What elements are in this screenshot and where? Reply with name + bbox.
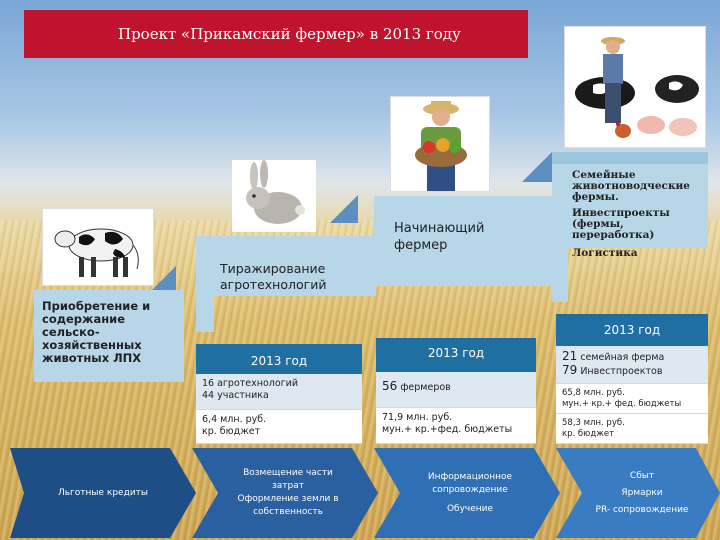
chevron-4-text [556,448,720,538]
col4-row2: 65,8 млн. руб. мун.+ кр.+ фед. бюджеты [556,384,708,414]
chevron-3-text [374,448,560,538]
chevron-4-label-c: PR- сопровождение [595,504,689,515]
chevron-4 [556,448,720,538]
step-1-label: Приобретение и содержание сельско-хозяйственных животных ЛПХ [42,299,151,365]
chevron-3-label-b: Обучение [446,503,494,514]
col4-row1 [556,346,708,384]
chevron-2-label-b: Оформление земли в собственность [237,494,339,517]
col3-header: 2013 год [376,338,536,372]
col2-row1: 16 агротехнологий 44 участника [196,374,362,410]
col2-row2: 6,4 млн. руб. кр. бюджет [196,410,362,444]
col3-row1 [376,372,536,408]
col3-row1-num: 56 [382,379,398,393]
chevron-2-label-a: Возмещение части затрат [243,468,333,491]
chevron-3 [374,448,560,538]
chevron-3-label-a: Информационное сопровождение [427,471,513,495]
col4-row1b-text: Инвестпроектов [580,366,663,377]
col3-row1-text: фермеров [400,382,451,393]
step-2-arrow [330,195,358,223]
chevron-4-label-a: Сбыт [629,470,655,481]
rabbit-photo [232,160,316,232]
col4-header: 2013 год [556,314,708,346]
chevron-2-text [192,448,378,538]
col4-row3: 58,3 млн. руб. кр. бюджет [556,414,708,444]
step-4-line-2: Инвестпроекты (фермы, переработка) [572,207,670,241]
col2-header: 2013 год [196,344,362,374]
chevron-1-text [10,448,196,538]
farmer-basket-photo [390,96,490,192]
chevron-4-label-b: Ярмарки [621,487,663,498]
step-2-label: Тиражирование агротехнологий [220,261,327,292]
step-3-arrow [522,152,552,182]
col4-row1b-num: 79 [562,363,578,377]
step-4-stem [552,152,568,302]
col4-row1a-num: 21 [562,349,578,363]
cow-photo [42,208,154,286]
step-4-line-3: Логистика [572,247,638,259]
step-1-arrow [152,266,176,290]
page-title: Проект «Прикамский фермер» в 2013 году [24,10,528,58]
chevron-2 [192,448,378,538]
step-4-top-bar [552,152,708,164]
col3-row2: 71,9 млн. руб. мун.+ кр.+фед. бюджеты [376,408,536,444]
step-3-label: Начинающий фермер [394,221,485,253]
chevron-1 [10,448,196,538]
step-2-stem [196,236,214,332]
chevron-1-label: Льготные кредиты [57,487,149,498]
farmer-livestock-photo [564,26,706,148]
col4-row1a-text: семейная ферма [580,352,665,363]
step-4-line-1: Семейные животноводческие фермы. [572,169,690,203]
